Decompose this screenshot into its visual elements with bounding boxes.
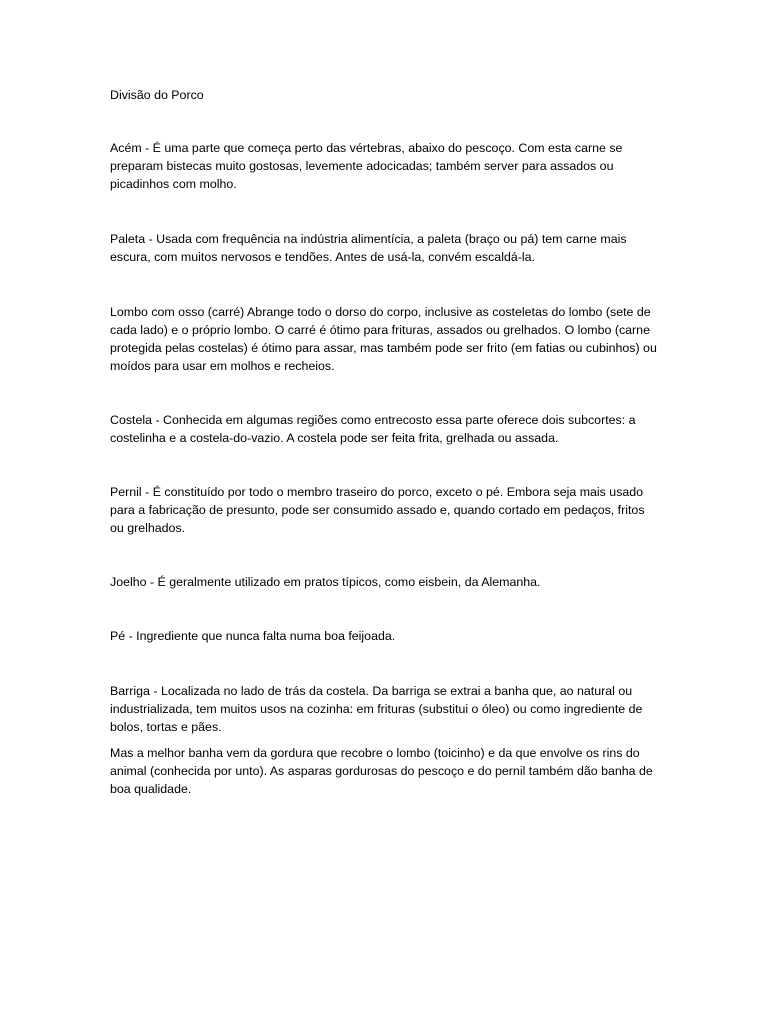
paragraph-costela: Costela - Conhecida em algumas regiões como entrecosto essa parte oferece dois subcortes: a costelinha e a costela-do-vazio. A costela pode ser feita frita, grelhada ou assada.	[110, 413, 636, 445]
paragraph-joelho: Joelho - É geralmente utilizado em pratos típicos, como eisbein, da Alemanha.	[110, 575, 541, 589]
paragraph-lombo: Lombo com osso (carré) Abrange todo o dorso do corpo, inclusive as costeletas do lombo (sete de cada lado) e o próprio lombo. O carré é ótimo para frituras, assados ou grelhados. O lombo (carne protegida pelas costelas) é ótimo para assar, mas também pode ser frito (em fatias ou cubinhos) ou moídos para usar em molhos e recheios.	[110, 305, 657, 373]
paragraph-barriga: Barriga - Localizada no lado de trás da costela. Da barriga se extrai a banha que, ao natural ou industrializada, tem muitos usos na cozinha: em frituras (substitui o óleo) ou como ingrediente de bolos, tortas e pães.	[110, 684, 643, 734]
paragraph-acem: Acém - É uma parte que começa perto das vértebras, abaixo do pescoço. Com esta carne se preparam bistecas muito gostosas, levemente adocicadas; também server para assados ou picadinhos com molho.	[110, 141, 623, 191]
paragraph-pe: Pé - Ingrediente que nunca falta numa boa feijoada.	[110, 629, 396, 643]
paragraph-banha: Mas a melhor banha vem da gordura que recobre o lombo (toicinho) e da que envolve os rins do animal (conhecida por unto). As asparas gordurosas do pescoço e do pernil também dão banha de boa qualidade.	[110, 746, 653, 796]
paragraph-pernil: Pernil - É constituído por todo o membro traseiro do porco, exceto o pé. Embora seja mais usado para a fabricação de presunto, pode ser consumido assado e, quando cortado em pedaços, fritos ou grelhados.	[110, 485, 645, 535]
paragraph-paleta: Paleta - Usada com frequência na indústria alimentícia, a paleta (braço ou pá) tem carne mais escura, com muitos nervosos e tendões. Antes de usá-la, convém escaldá-la.	[110, 232, 627, 264]
document-title: Divisão do Porco	[110, 88, 204, 102]
